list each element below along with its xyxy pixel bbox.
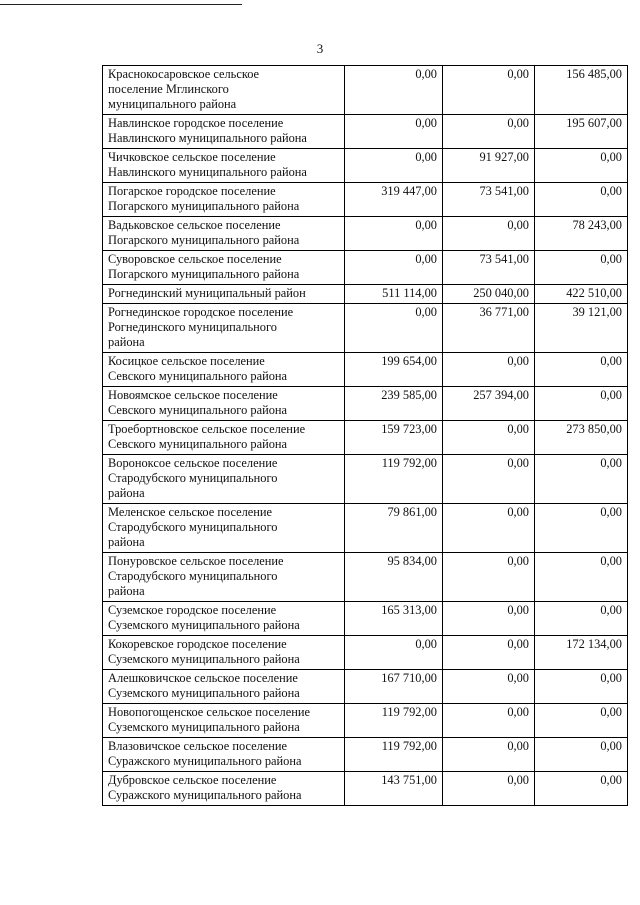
table-row	[103, 251, 628, 285]
table-row	[103, 217, 628, 251]
table-row	[103, 455, 628, 504]
table-row	[103, 670, 628, 704]
municipality-name-cell: Косицкое сельское поселение Севского муниципального района	[103, 353, 345, 387]
amount-col1-cell: 199 654,00	[345, 353, 443, 387]
amount-col2-cell: 0,00	[443, 217, 535, 251]
amount-col2-cell: 0,00	[443, 602, 535, 636]
municipality-name-cell: Погарское городское поселение Погарского муниципального района	[103, 183, 345, 217]
amount-col3-cell: 0,00	[535, 772, 628, 806]
table-row	[103, 504, 628, 553]
amount-col2-cell: 0,00	[443, 421, 535, 455]
amount-col1-cell: 511 114,00	[345, 285, 443, 304]
municipality-name-cell: Краснокосаровское сельское поселение Мглинского муниципального района	[103, 66, 345, 115]
municipality-name-cell: Суземское городское поселение Суземского муниципального района	[103, 602, 345, 636]
amount-col2-cell: 0,00	[443, 66, 535, 115]
table-row	[103, 285, 628, 304]
table-row	[103, 704, 628, 738]
amount-col2-cell: 0,00	[443, 670, 535, 704]
amount-col2-cell: 73 541,00	[443, 183, 535, 217]
amount-col3-cell: 0,00	[535, 455, 628, 504]
table-row	[103, 553, 628, 602]
amount-col3-cell: 78 243,00	[535, 217, 628, 251]
amount-col1-cell: 319 447,00	[345, 183, 443, 217]
amount-col3-cell: 0,00	[535, 602, 628, 636]
amount-col1-cell: 0,00	[345, 304, 443, 353]
amount-col3-cell: 0,00	[535, 670, 628, 704]
municipality-name-cell: Понуровское сельское поселение Стародубского муниципального района	[103, 553, 345, 602]
table-row	[103, 738, 628, 772]
amount-col3-cell: 0,00	[535, 704, 628, 738]
amount-col1-cell: 119 792,00	[345, 455, 443, 504]
amount-col3-cell: 0,00	[535, 387, 628, 421]
amount-col1-cell: 159 723,00	[345, 421, 443, 455]
table-row	[103, 421, 628, 455]
amount-col2-cell: 0,00	[443, 738, 535, 772]
municipality-name-cell: Влазовичское сельское поселение Суражского муниципального района	[103, 738, 345, 772]
amount-col3-cell: 422 510,00	[535, 285, 628, 304]
amount-col3-cell: 0,00	[535, 251, 628, 285]
municipality-name-cell: Дубровское сельское поселение Суражского муниципального района	[103, 772, 345, 806]
amount-col1-cell: 165 313,00	[345, 602, 443, 636]
municipality-name-cell: Чичковское сельское поселение Навлинского муниципального района	[103, 149, 345, 183]
amount-col2-cell: 250 040,00	[443, 285, 535, 304]
amount-col3-cell: 172 134,00	[535, 636, 628, 670]
amount-col2-cell: 73 541,00	[443, 251, 535, 285]
amount-col1-cell: 0,00	[345, 251, 443, 285]
amount-col1-cell: 0,00	[345, 636, 443, 670]
municipality-name-cell: Кокоревское городское поселение Суземского муниципального района	[103, 636, 345, 670]
amount-col2-cell: 36 771,00	[443, 304, 535, 353]
municipality-name-cell: Суворовское сельское поселение Погарского муниципального района	[103, 251, 345, 285]
amount-col1-cell: 79 861,00	[345, 504, 443, 553]
amount-col3-cell: 273 850,00	[535, 421, 628, 455]
municipality-name-cell: Алешковичское сельское поселение Суземского муниципального района	[103, 670, 345, 704]
amount-col3-cell: 0,00	[535, 553, 628, 602]
table-body	[103, 66, 628, 806]
table-row	[103, 602, 628, 636]
table-row	[103, 772, 628, 806]
amount-col3-cell: 0,00	[535, 149, 628, 183]
amount-col2-cell: 0,00	[443, 553, 535, 602]
municipality-name-cell: Вадьковское сельское поселение Погарского муниципального района	[103, 217, 345, 251]
municipality-name-cell: Новопогощенское сельское поселение Суземского муниципального района	[103, 704, 345, 738]
municipality-name-cell: Новоямское сельское поселение Севского муниципального района	[103, 387, 345, 421]
amount-col2-cell: 0,00	[443, 772, 535, 806]
municipality-name-cell: Меленское сельское поселение Стародубского муниципального района	[103, 504, 345, 553]
amount-col3-cell: 0,00	[535, 504, 628, 553]
amount-col1-cell: 119 792,00	[345, 704, 443, 738]
table-row	[103, 183, 628, 217]
table-row	[103, 66, 628, 115]
amount-col3-cell: 195 607,00	[535, 115, 628, 149]
amount-col2-cell: 0,00	[443, 704, 535, 738]
header-rule	[0, 4, 242, 5]
budget-table	[102, 65, 628, 806]
amount-col3-cell: 0,00	[535, 353, 628, 387]
amount-col3-cell: 0,00	[535, 183, 628, 217]
amount-col1-cell: 119 792,00	[345, 738, 443, 772]
table-row	[103, 636, 628, 670]
municipality-name-cell: Рогнединский муниципальный район	[103, 285, 345, 304]
amount-col3-cell: 156 485,00	[535, 66, 628, 115]
amount-col2-cell: 0,00	[443, 636, 535, 670]
amount-col2-cell: 0,00	[443, 455, 535, 504]
amount-col2-cell: 91 927,00	[443, 149, 535, 183]
amount-col3-cell: 39 121,00	[535, 304, 628, 353]
table-row	[103, 353, 628, 387]
table-row	[103, 115, 628, 149]
amount-col2-cell: 0,00	[443, 353, 535, 387]
amount-col1-cell: 95 834,00	[345, 553, 443, 602]
municipality-name-cell: Троебортновское сельское поселение Севского муниципального района	[103, 421, 345, 455]
amount-col1-cell: 239 585,00	[345, 387, 443, 421]
municipality-name-cell: Вороноксое сельское поселение Стародубского муниципального района	[103, 455, 345, 504]
amount-col1-cell: 167 710,00	[345, 670, 443, 704]
amount-col1-cell: 143 751,00	[345, 772, 443, 806]
amount-col1-cell: 0,00	[345, 149, 443, 183]
page-number: 3	[316, 41, 324, 56]
table-row	[103, 304, 628, 353]
municipality-name-cell: Рогнединское городское поселение Рогнединского муниципального района	[103, 304, 345, 353]
table-row	[103, 149, 628, 183]
municipality-name-cell: Навлинское городское поселение Навлинского муниципального района	[103, 115, 345, 149]
amount-col2-cell: 0,00	[443, 504, 535, 553]
amount-col1-cell: 0,00	[345, 217, 443, 251]
amount-col1-cell: 0,00	[345, 115, 443, 149]
amount-col2-cell: 257 394,00	[443, 387, 535, 421]
amount-col2-cell: 0,00	[443, 115, 535, 149]
amount-col1-cell: 0,00	[345, 66, 443, 115]
amount-col3-cell: 0,00	[535, 738, 628, 772]
table-row	[103, 387, 628, 421]
